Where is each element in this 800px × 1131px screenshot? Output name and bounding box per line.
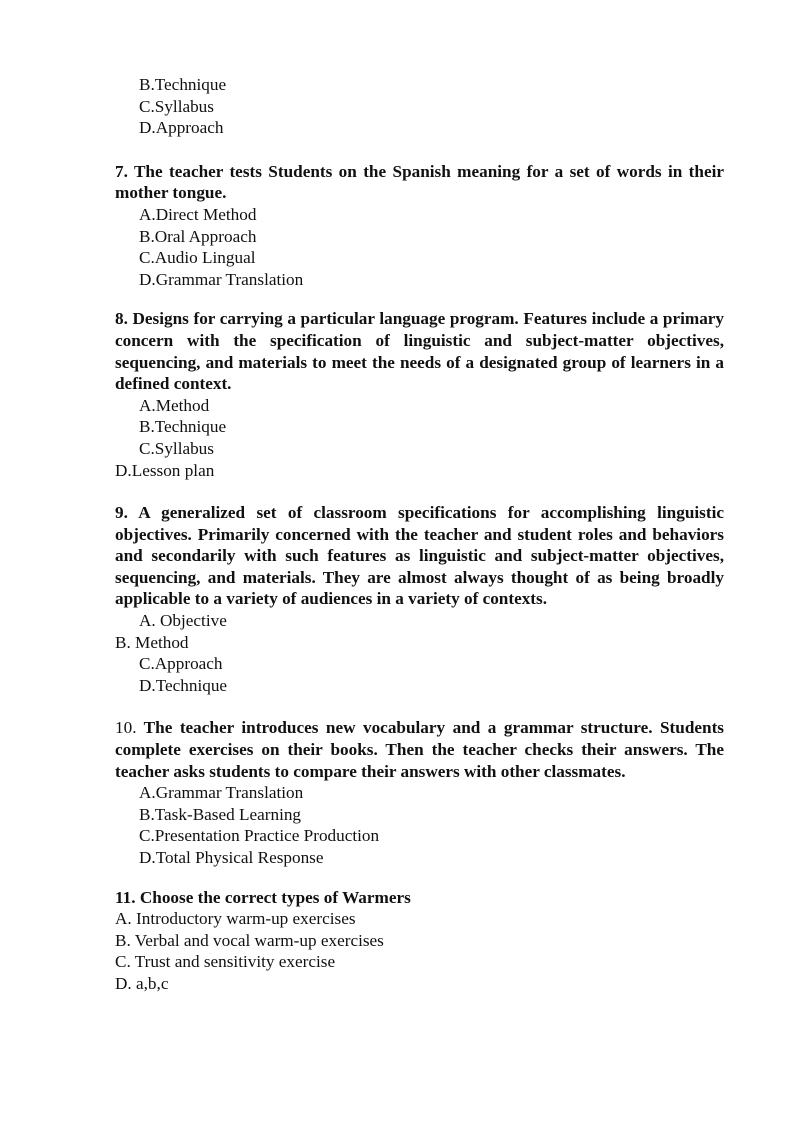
option-b: B.Technique [139,417,227,437]
option-c: C.Syllabus [139,96,214,116]
option-c: C.Syllabus [139,438,214,458]
option-d: D.Total Physical Response [139,848,324,867]
option-a: A.Direct Method [139,204,257,224]
question-8-text [115,308,724,394]
document-page [115,74,724,995]
option-b: B.Task-Based Learning [139,804,302,824]
question-number: 8. [115,309,128,329]
question-stem: Designs for carrying a particular language program. Features include a primary concern with the specification of linguistic and subject-matter objectives, sequencing, and materials to meet the needs of a designated group of learners in a defined context. [115,309,725,394]
option-a: A.Method [139,395,210,415]
option-b: B. Verbal and vocal warm-up exercises [115,930,384,950]
option-d: D. a,b,c [115,973,169,993]
question-9-text [115,502,724,610]
option-d: D.Grammar Translation [139,269,304,289]
option-d: D.Approach [139,118,224,138]
question-number: 7. [115,161,128,181]
question-11-text [115,887,724,909]
question-7-text [115,161,724,204]
option-a: A. Introductory warm-up exercises [115,909,356,929]
option-c: C.Presentation Practice Production [139,826,380,846]
option-b: B.Oral Approach [139,226,257,246]
option-c: C.Audio Lingual [139,248,256,268]
option-a: A.Grammar Translation [139,783,304,803]
option-d: D.Technique [139,675,228,695]
option-d: D.Lesson plan [115,460,215,480]
question-number: 9. [115,503,128,523]
question-stem: A generalized set of classroom specifications for accomplishing linguistic objectives. Primarily concerned with the teacher and student roles and behaviors and secondarily with such features as linguistic and subject-matter objectives, sequencing, and materials. They are almost always thought of as being broadly applicable to a variety of audiences in a variety of contexts. [115,503,724,609]
option-a: A. Objective [139,611,227,631]
option-b: B. Method [115,632,189,652]
option-c: C.Approach [139,654,223,674]
question-stem: The teacher tests Students on the Spanish meaning for a set of words in their mother tongue. [115,161,724,203]
question-10-text [115,717,724,782]
question-stem: Choose the correct types of Warmers [139,887,411,907]
question-number: 11. [115,887,136,907]
option-c: C. Trust and sensitivity exercise [115,952,336,972]
question-stem: The teacher introduces new vocabulary and a grammar structure. Students complete exercises on their books. Then the teacher checks their answers. The teacher asks students to compare their answers with other classmates. [115,718,724,781]
question-number: 10. [115,718,137,738]
option-b: B.Technique [139,75,227,94]
